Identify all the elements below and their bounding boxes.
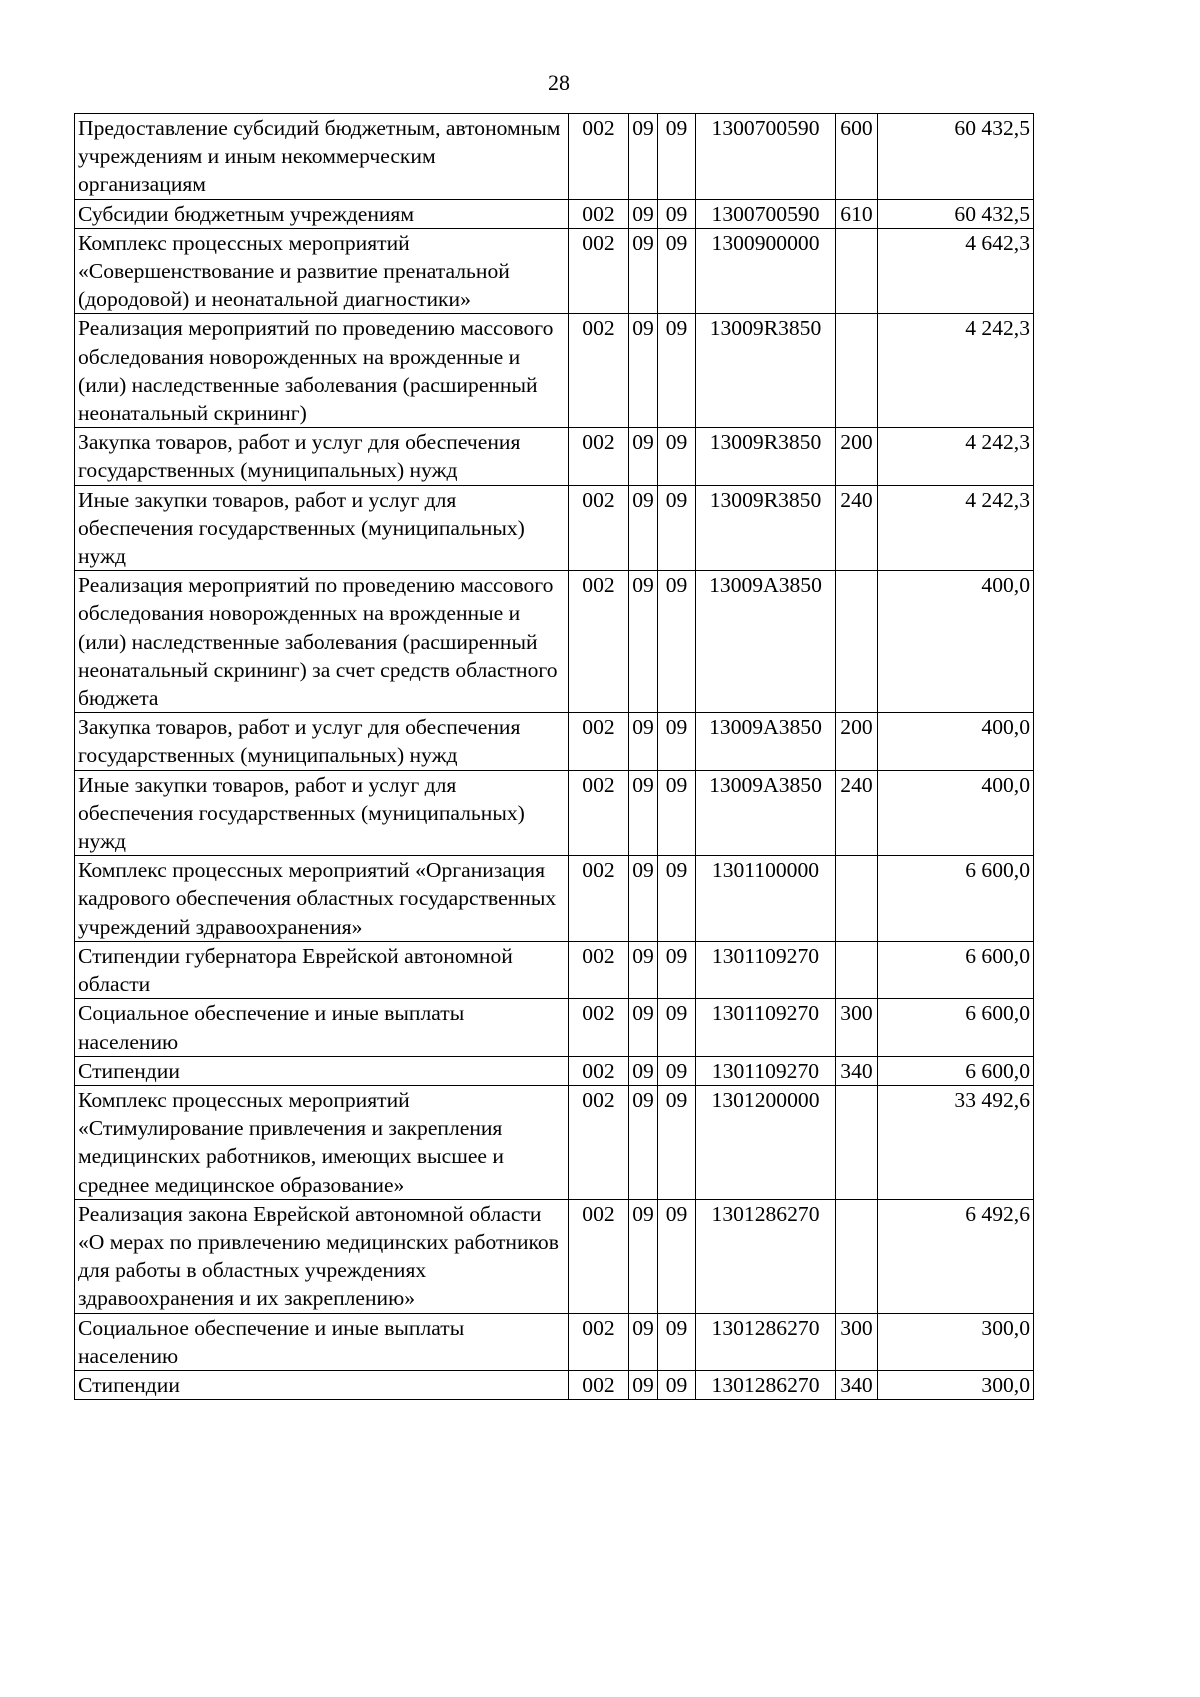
item-name: Предоставление субсидий бюджетным, автономным учреждениям и иным некоммерческим организациям bbox=[75, 114, 569, 200]
ministry-code: 002 bbox=[569, 428, 629, 485]
ministry-code: 002 bbox=[569, 713, 629, 770]
amount: 4 642,3 bbox=[878, 228, 1034, 314]
table-row bbox=[75, 1085, 1034, 1199]
subsection-code: 09 bbox=[658, 428, 696, 485]
target-article-code: 1301200000 bbox=[696, 1085, 836, 1199]
expense-type-code: 240 bbox=[836, 770, 878, 856]
item-name: Стипендии bbox=[75, 1370, 569, 1399]
ministry-code: 002 bbox=[569, 485, 629, 571]
table-row bbox=[75, 228, 1034, 314]
table-row bbox=[75, 1199, 1034, 1313]
table-row bbox=[75, 428, 1034, 485]
item-name: Реализация закона Еврейской автономной области «О мерах по привлечению медицинских работников для работы в областных учреждениях здравоохранения и их закреплению» bbox=[75, 1199, 569, 1313]
amount: 6 600,0 bbox=[878, 941, 1034, 998]
target-article-code: 1301286270 bbox=[696, 1199, 836, 1313]
subsection-code: 09 bbox=[658, 571, 696, 713]
expense-type-code: 340 bbox=[836, 1056, 878, 1085]
item-name: Закупка товаров, работ и услуг для обеспечения государственных (муниципальных) нужд bbox=[75, 428, 569, 485]
subsection-code: 09 bbox=[658, 199, 696, 228]
table-row bbox=[75, 571, 1034, 713]
section-code: 09 bbox=[629, 1370, 658, 1399]
table-row bbox=[75, 1056, 1034, 1085]
expense-type-code bbox=[836, 571, 878, 713]
subsection-code: 09 bbox=[658, 713, 696, 770]
expense-type-code: 300 bbox=[836, 1313, 878, 1370]
ministry-code: 002 bbox=[569, 314, 629, 428]
amount: 400,0 bbox=[878, 571, 1034, 713]
table-row bbox=[75, 314, 1034, 428]
subsection-code: 09 bbox=[658, 314, 696, 428]
section-code: 09 bbox=[629, 1199, 658, 1313]
amount: 6 600,0 bbox=[878, 1056, 1034, 1085]
ministry-code: 002 bbox=[569, 999, 629, 1056]
target-article-code: 13009R3850 bbox=[696, 485, 836, 571]
expense-type-code: 200 bbox=[836, 428, 878, 485]
section-code: 09 bbox=[629, 941, 658, 998]
target-article-code: 13009A3850 bbox=[696, 770, 836, 856]
section-code: 09 bbox=[629, 770, 658, 856]
item-name: Комплекс процессных мероприятий «Совершенствование и развитие пренатальной (дородовой) и неонатальной диагностики» bbox=[75, 228, 569, 314]
table-row bbox=[75, 1370, 1034, 1399]
table-body bbox=[75, 114, 1034, 1400]
target-article-code: 13009A3850 bbox=[696, 713, 836, 770]
item-name: Иные закупки товаров, работ и услуг для обеспечения государственных (муниципальных) нужд bbox=[75, 770, 569, 856]
section-code: 09 bbox=[629, 999, 658, 1056]
section-code: 09 bbox=[629, 199, 658, 228]
table-row bbox=[75, 1313, 1034, 1370]
expense-type-code: 600 bbox=[836, 114, 878, 200]
section-code: 09 bbox=[629, 485, 658, 571]
item-name: Реализация мероприятий по проведению массового обследования новорожденных на врожденные и (или) наследственные заболевания (расширенный неонатальный скрининг) bbox=[75, 314, 569, 428]
amount: 60 432,5 bbox=[878, 199, 1034, 228]
amount: 4 242,3 bbox=[878, 428, 1034, 485]
ministry-code: 002 bbox=[569, 114, 629, 200]
section-code: 09 bbox=[629, 314, 658, 428]
expense-type-code bbox=[836, 228, 878, 314]
target-article-code: 1300900000 bbox=[696, 228, 836, 314]
ministry-code: 002 bbox=[569, 770, 629, 856]
section-code: 09 bbox=[629, 1313, 658, 1370]
amount: 400,0 bbox=[878, 713, 1034, 770]
subsection-code: 09 bbox=[658, 1313, 696, 1370]
ministry-code: 002 bbox=[569, 228, 629, 314]
target-article-code: 13009R3850 bbox=[696, 428, 836, 485]
target-article-code: 1300700590 bbox=[696, 199, 836, 228]
section-code: 09 bbox=[629, 428, 658, 485]
ministry-code: 002 bbox=[569, 856, 629, 942]
amount: 6 600,0 bbox=[878, 856, 1034, 942]
section-code: 09 bbox=[629, 228, 658, 314]
section-code: 09 bbox=[629, 571, 658, 713]
item-name: Социальное обеспечение и иные выплаты населению bbox=[75, 999, 569, 1056]
ministry-code: 002 bbox=[569, 199, 629, 228]
subsection-code: 09 bbox=[658, 941, 696, 998]
target-article-code: 13009R3850 bbox=[696, 314, 836, 428]
amount: 33 492,6 bbox=[878, 1085, 1034, 1199]
section-code: 09 bbox=[629, 1056, 658, 1085]
subsection-code: 09 bbox=[658, 856, 696, 942]
amount: 300,0 bbox=[878, 1370, 1034, 1399]
section-code: 09 bbox=[629, 713, 658, 770]
table-row bbox=[75, 941, 1034, 998]
subsection-code: 09 bbox=[658, 1056, 696, 1085]
subsection-code: 09 bbox=[658, 228, 696, 314]
item-name: Субсидии бюджетным учреждениям bbox=[75, 199, 569, 228]
subsection-code: 09 bbox=[658, 770, 696, 856]
target-article-code: 1301109270 bbox=[696, 941, 836, 998]
amount: 6 600,0 bbox=[878, 999, 1034, 1056]
ministry-code: 002 bbox=[569, 941, 629, 998]
subsection-code: 09 bbox=[658, 999, 696, 1056]
amount: 300,0 bbox=[878, 1313, 1034, 1370]
ministry-code: 002 bbox=[569, 1056, 629, 1085]
amount: 400,0 bbox=[878, 770, 1034, 856]
section-code: 09 bbox=[629, 856, 658, 942]
table-row bbox=[75, 485, 1034, 571]
item-name: Комплекс процессных мероприятий «Стимулирование привлечения и закрепления медицинских работников, имеющих высшее и среднее медицинское образование» bbox=[75, 1085, 569, 1199]
item-name: Стипендии губернатора Еврейской автономной области bbox=[75, 941, 569, 998]
item-name: Стипендии bbox=[75, 1056, 569, 1085]
item-name: Комплекс процессных мероприятий «Организация кадрового обеспечения областных государственных учреждений здравоохранения» bbox=[75, 856, 569, 942]
table-row bbox=[75, 199, 1034, 228]
expense-type-code bbox=[836, 1199, 878, 1313]
table-row bbox=[75, 713, 1034, 770]
target-article-code: 1301109270 bbox=[696, 1056, 836, 1085]
subsection-code: 09 bbox=[658, 114, 696, 200]
item-name: Социальное обеспечение и иные выплаты населению bbox=[75, 1313, 569, 1370]
ministry-code: 002 bbox=[569, 1085, 629, 1199]
subsection-code: 09 bbox=[658, 485, 696, 571]
expense-type-code: 340 bbox=[836, 1370, 878, 1399]
item-name: Закупка товаров, работ и услуг для обеспечения государственных (муниципальных) нужд bbox=[75, 713, 569, 770]
target-article-code: 1301286270 bbox=[696, 1370, 836, 1399]
item-name: Иные закупки товаров, работ и услуг для обеспечения государственных (муниципальных) нужд bbox=[75, 485, 569, 571]
expense-type-code: 240 bbox=[836, 485, 878, 571]
subsection-code: 09 bbox=[658, 1199, 696, 1313]
table-row bbox=[75, 114, 1034, 200]
amount: 4 242,3 bbox=[878, 485, 1034, 571]
ministry-code: 002 bbox=[569, 1199, 629, 1313]
expense-type-code bbox=[836, 1085, 878, 1199]
ministry-code: 002 bbox=[569, 571, 629, 713]
target-article-code: 13009A3850 bbox=[696, 571, 836, 713]
amount: 6 492,6 bbox=[878, 1199, 1034, 1313]
target-article-code: 1301286270 bbox=[696, 1313, 836, 1370]
subsection-code: 09 bbox=[658, 1370, 696, 1399]
expense-type-code bbox=[836, 941, 878, 998]
target-article-code: 1301109270 bbox=[696, 999, 836, 1056]
amount: 4 242,3 bbox=[878, 314, 1034, 428]
table-row bbox=[75, 770, 1034, 856]
expense-type-code: 200 bbox=[836, 713, 878, 770]
subsection-code: 09 bbox=[658, 1085, 696, 1199]
table-row bbox=[75, 999, 1034, 1056]
target-article-code: 1300700590 bbox=[696, 114, 836, 200]
table-row bbox=[75, 856, 1034, 942]
target-article-code: 1301100000 bbox=[696, 856, 836, 942]
ministry-code: 002 bbox=[569, 1370, 629, 1399]
amount: 60 432,5 bbox=[878, 114, 1034, 200]
expense-type-code bbox=[836, 314, 878, 428]
expense-type-code: 610 bbox=[836, 199, 878, 228]
page-number: 28 bbox=[548, 70, 570, 95]
section-code: 09 bbox=[629, 114, 658, 200]
expense-type-code bbox=[836, 856, 878, 942]
section-code: 09 bbox=[629, 1085, 658, 1199]
ministry-code: 002 bbox=[569, 1313, 629, 1370]
item-name: Реализация мероприятий по проведению массового обследования новорожденных на врожденные и (или) наследственные заболевания (расширенный неонатальный скрининг) за счет средств областного бюджета bbox=[75, 571, 569, 713]
budget-table bbox=[74, 113, 1034, 1400]
expense-type-code: 300 bbox=[836, 999, 878, 1056]
